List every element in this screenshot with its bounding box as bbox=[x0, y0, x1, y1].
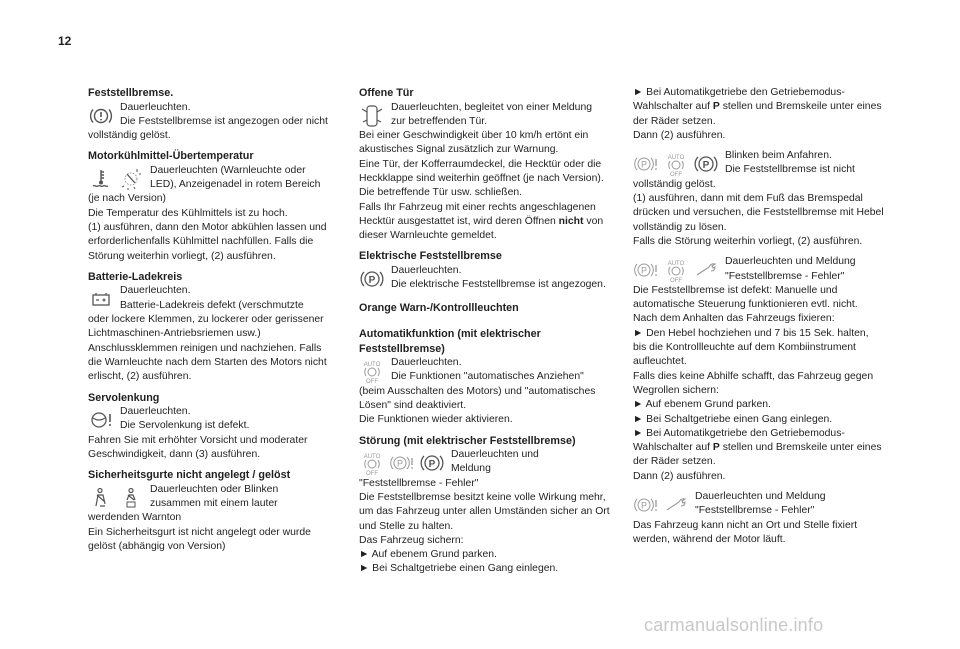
text-segment: Wahlschalter auf bbox=[633, 442, 713, 454]
text-line: (1) ausführen, dann mit dem Fuß das Bremspedal bbox=[633, 193, 863, 205]
text-line: (1) ausführen, dann den Motor abkühlen lassen und bbox=[88, 222, 327, 234]
icon-auto-label: AUTO bbox=[667, 261, 685, 268]
text-line: Meldung bbox=[451, 463, 491, 475]
seatbelt-icon bbox=[88, 485, 114, 511]
text-line: Die Temperatur des Kühlmittels ist zu hoch. bbox=[88, 207, 288, 219]
electric-parking-brake-icon bbox=[693, 151, 719, 177]
text-line: die Warnleuchte nach dem Starten des Motors nicht bbox=[88, 356, 327, 368]
text-line: der Räder setzen. bbox=[633, 456, 716, 468]
parking-brake-fault-icon bbox=[633, 151, 659, 177]
text-line: Falls dies keine Abhilfe schafft, das Fahrzeug gegen bbox=[633, 370, 874, 382]
rear-seatbelt-icon bbox=[118, 485, 144, 511]
section-battery bbox=[88, 270, 341, 385]
text-line: Falls Ihr Fahrzeug mit einer rechts angeschlagenen bbox=[359, 201, 596, 213]
electric-parking-brake-icon bbox=[419, 450, 445, 476]
text-line: Dauerleuchten und Meldung bbox=[725, 256, 856, 268]
text-line: Die Feststellbremse ist angezogen oder nicht bbox=[120, 115, 328, 127]
text-line: ► Bei Automatikgetriebe den Getriebemodus- bbox=[633, 427, 845, 439]
text-line: Das Fahrzeug kann nicht an Ort und Stelle fixiert bbox=[633, 519, 858, 531]
parking-brake-warning-icon bbox=[88, 103, 114, 129]
text-line: und Stelle zu halten. bbox=[359, 520, 454, 532]
section-fault-message bbox=[633, 255, 886, 484]
text-segment: von bbox=[583, 215, 604, 227]
text-line: Die Feststellbremse besitzt keine volle Wirkung mehr, bbox=[359, 491, 606, 503]
text-line: Bei einer Geschwindigkeit über 10 km/h ertönt ein bbox=[359, 130, 589, 142]
power-steering-icon bbox=[88, 407, 114, 433]
text-line: (beim Ausschalten des Motors) und "automatisches bbox=[359, 385, 596, 397]
section-title: Batterie-Ladekreis bbox=[88, 270, 183, 283]
text-line: Das Fahrzeug sichern: bbox=[359, 534, 464, 546]
text-line: Batterie-Ladekreis defekt (verschmutzte bbox=[120, 299, 304, 311]
text-line: aufleuchtet. bbox=[633, 356, 687, 368]
section-title: Störung (mit elektrischer Feststellbremse) bbox=[359, 434, 576, 447]
auto-off-icon bbox=[663, 151, 689, 177]
text-segment: Hecktür ausgestattet ist, wird deren Öffnen bbox=[359, 215, 556, 227]
page-number: 12 bbox=[58, 34, 72, 48]
watermark: carmanualsonline.info bbox=[644, 615, 824, 635]
text-line: Die elektrische Feststellbremse ist angezogen. bbox=[391, 279, 606, 291]
svg-text:P: P bbox=[640, 500, 648, 511]
text-line bbox=[359, 215, 612, 229]
parking-brake-fault-icon bbox=[633, 257, 659, 283]
text-line: "Feststellbremse - Fehler" bbox=[359, 477, 479, 489]
text-line: gelöst (abhängig von Version) bbox=[88, 540, 226, 552]
text-line: Die Funktionen "automatisches Anziehen" bbox=[391, 371, 584, 383]
coolant-temperature-icon bbox=[88, 166, 114, 192]
text-line: werdenden Warnton bbox=[88, 512, 182, 524]
text-line: werden, während der Motor läuft. bbox=[633, 533, 786, 545]
text-line: Lichtmaschinen-Antriebsriemen usw.) bbox=[88, 328, 261, 340]
svg-text:P: P bbox=[368, 274, 376, 286]
text-line: Dauerleuchten, begleitet von einer Meldung bbox=[391, 101, 593, 113]
auto-off-icon bbox=[359, 450, 385, 476]
section-final-fault bbox=[633, 490, 886, 547]
text-line: Dauerleuchten. bbox=[120, 285, 191, 297]
coolant-temperature-led-icon bbox=[118, 166, 144, 192]
section-coolant bbox=[88, 149, 341, 264]
text-line: ► Auf ebenem Grund parken. bbox=[359, 549, 497, 561]
icon-off-label: OFF bbox=[670, 278, 682, 284]
section-title: Feststellbremse. bbox=[88, 87, 174, 99]
icon-off-label: OFF bbox=[366, 471, 378, 477]
text-line: Ein Sicherheitsgurt ist nicht angelegt oder wurde bbox=[88, 526, 311, 538]
svg-text:P: P bbox=[640, 265, 648, 276]
battery-icon bbox=[88, 286, 114, 312]
text-line: "Feststellbremse - Fehler" bbox=[695, 505, 815, 517]
bold-word: P bbox=[712, 442, 720, 454]
text-line: Dauerleuchten und bbox=[451, 449, 539, 461]
section-title: Offene Tür bbox=[359, 87, 414, 99]
icon-auto-label: AUTO bbox=[363, 454, 381, 461]
text-line: Fahren Sie mit erhöhter Vorsicht und moderater bbox=[88, 434, 308, 446]
section-automatic-gearbox bbox=[633, 86, 886, 143]
svg-text:P: P bbox=[640, 159, 648, 170]
text-segment: stellen und Bremskeile unter eines bbox=[719, 101, 882, 113]
text-line: Die Feststellbremse ist defekt: Manuelle und bbox=[633, 284, 838, 296]
text-line: Heckklappe sind weiterhin geöffnet (je nach Version). bbox=[359, 172, 604, 184]
text-line: Anschlussklemmen reinigen und nachziehen. Falls bbox=[88, 342, 322, 354]
text-line: Blinken beim Anfahren. bbox=[725, 150, 832, 162]
wrench-icon bbox=[663, 492, 689, 518]
text-line: (je nach Version) bbox=[88, 193, 166, 205]
text-line: Geschwindigkeit, dann (3) ausführen. bbox=[88, 448, 261, 460]
section-open-door bbox=[359, 86, 612, 243]
text-line: Dauerleuchten. bbox=[120, 406, 191, 418]
text-line: ► Den Hebel hochziehen und 7 bis 15 Sek. halten, bbox=[633, 327, 869, 339]
text-line: Wegrollen sichern: bbox=[633, 384, 719, 396]
text-line: bis die Kontrollleuchte auf dem Kombiinstrument bbox=[633, 342, 856, 354]
bold-word: nicht bbox=[558, 215, 584, 227]
column-3 bbox=[633, 86, 886, 553]
text-line: dieser Warnleuchte gemeldet. bbox=[359, 230, 497, 242]
section-title: Orange Warn-/Kontrollleuchten bbox=[359, 301, 519, 314]
svg-text:P: P bbox=[702, 160, 710, 172]
text-line bbox=[633, 441, 886, 455]
icon-off-label: OFF bbox=[366, 379, 378, 385]
text-line: Die Feststellbremse ist nicht bbox=[725, 164, 855, 176]
text-line: Nach dem Anhalten das Fahrzeugs fixieren: bbox=[633, 313, 835, 325]
section-auto-function bbox=[359, 327, 612, 427]
text-line: drücken und versuchen, die Feststellbremse mit Hebel bbox=[633, 207, 884, 219]
section-electric-parking-brake bbox=[359, 249, 612, 292]
icon-auto-label: AUTO bbox=[667, 155, 685, 162]
text-line: Dauerleuchten und Meldung bbox=[695, 491, 826, 503]
section-title: Feststellbremse) bbox=[359, 342, 445, 355]
text-line: der Räder setzen. bbox=[633, 115, 716, 127]
section-title: Motorkühlmittel-Übertemperatur bbox=[88, 150, 254, 163]
text-line: zur betreffenden Tür. bbox=[391, 115, 488, 127]
svg-text:P: P bbox=[396, 458, 404, 469]
text-line: oder lockere Klemmen, zu lockerer oder gerissener bbox=[88, 314, 324, 326]
text-line: automatische Steuerung funktionieren evtl. nicht. bbox=[633, 299, 858, 311]
text-line: Die betreffende Tür usw. schließen. bbox=[359, 187, 523, 199]
section-seatbelts bbox=[88, 468, 341, 554]
text-line: akustisches Signal zusätzlich zur Warnung. bbox=[359, 144, 559, 156]
text-line bbox=[633, 100, 886, 114]
text-line: "Feststellbremse - Fehler" bbox=[725, 270, 845, 282]
icon-off-label: OFF bbox=[670, 172, 682, 178]
section-power-steering bbox=[88, 391, 341, 463]
section-blinking bbox=[633, 149, 886, 249]
section-title: Sicherheitsgurte nicht angelegt / gelöst bbox=[88, 469, 291, 482]
auto-off-icon bbox=[359, 358, 385, 384]
section-title: Servolenkung bbox=[88, 391, 160, 404]
text-line: Lösen" sind deaktiviert. bbox=[359, 399, 467, 411]
icon-auto-label: AUTO bbox=[363, 362, 381, 369]
text-line: Dauerleuchten. bbox=[120, 101, 191, 113]
text-line: zusammen mit einem lauter bbox=[150, 498, 278, 510]
electric-parking-brake-icon bbox=[359, 266, 385, 292]
text-line: vollständig gelöst. bbox=[88, 130, 171, 142]
text-line: ► Bei Schaltgetriebe einen Gang einlegen. bbox=[359, 563, 559, 575]
text-line: Falls die Störung weiterhin vorliegt, (2) ausführen. bbox=[633, 235, 863, 247]
text-line: um das Fahrzeug unter allen Umständen sicher an Ort bbox=[359, 506, 610, 518]
open-door-icon bbox=[359, 103, 385, 129]
auto-off-icon bbox=[663, 257, 689, 283]
text-line: Eine Tür, der Kofferraumdeckel, die Hecktür oder die bbox=[359, 158, 602, 170]
section-title: Automatikfunktion (mit elektrischer bbox=[359, 328, 541, 341]
text-line: vollständig gelöst. bbox=[633, 178, 716, 190]
text-line: erforderlichenfalls Kühlmittel nachfüllen. Falls die bbox=[88, 236, 314, 248]
text-line: LED), Anzeigenadel in rotem Bereich bbox=[150, 179, 321, 191]
text-line: Dauerleuchten (Warnleuchte oder bbox=[150, 164, 306, 176]
text-line: erlischt, (2) ausführen. bbox=[88, 371, 192, 383]
text-line: Die Servolenkung ist defekt. bbox=[120, 420, 250, 432]
svg-text:P: P bbox=[428, 459, 436, 471]
text-line: ► Auf ebenem Grund parken. bbox=[633, 399, 771, 411]
section-parking-brake bbox=[88, 86, 341, 143]
text-line: Störung weiterhin vorliegt, (2) ausführen. bbox=[88, 250, 276, 262]
text-line: Die Funktionen wieder aktivieren. bbox=[359, 414, 513, 426]
section-title: Elektrische Feststellbremse bbox=[359, 250, 502, 263]
column-1 bbox=[88, 86, 341, 560]
text-line: Dann (2) ausführen. bbox=[633, 470, 726, 482]
text-line: ► Bei Schaltgetriebe einen Gang einlegen. bbox=[633, 413, 833, 425]
text-segment: stellen und Bremskeile unter eines bbox=[719, 442, 882, 454]
text-line: vollständig zu lösen. bbox=[633, 221, 727, 233]
section-orange bbox=[359, 301, 612, 316]
bold-word: P bbox=[712, 101, 720, 113]
text-line: Dauerleuchten. bbox=[391, 357, 462, 369]
parking-brake-fault-icon bbox=[633, 492, 659, 518]
text-line: Dauerleuchten oder Blinken bbox=[150, 483, 279, 495]
text-line: ► Bei Automatikgetriebe den Getriebemodus- bbox=[633, 87, 845, 98]
text-line: Dann (2) ausführen. bbox=[633, 129, 726, 141]
column-2 bbox=[359, 86, 612, 583]
parking-brake-fault-icon bbox=[389, 450, 415, 476]
text-line: Dauerleuchten. bbox=[391, 264, 462, 276]
wrench-icon bbox=[693, 257, 719, 283]
section-fault bbox=[359, 434, 612, 577]
text-segment: Wahlschalter auf bbox=[633, 101, 713, 113]
